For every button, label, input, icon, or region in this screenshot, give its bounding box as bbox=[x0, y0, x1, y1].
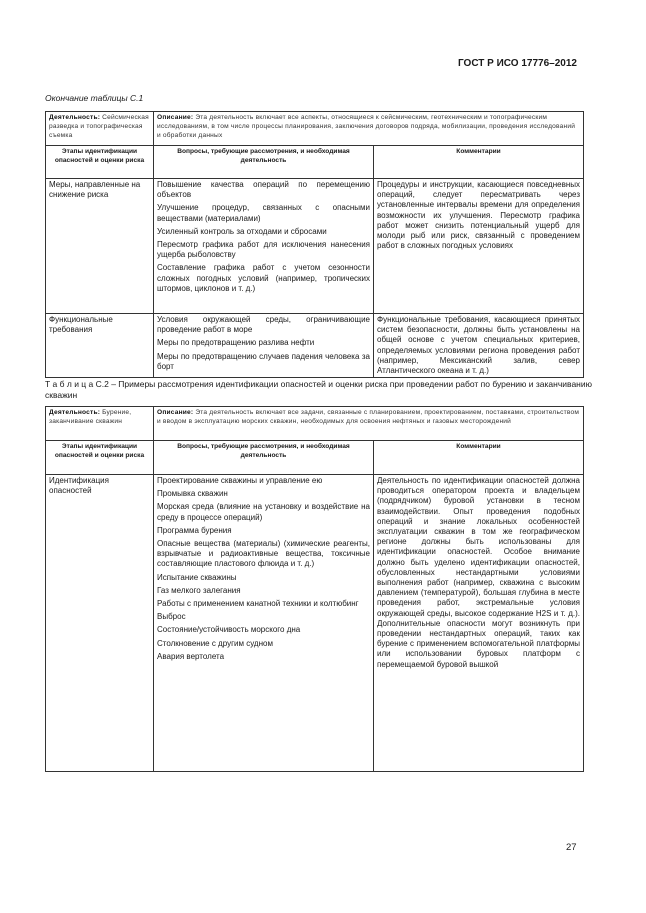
description-text: Эта деятельность включает все аспекты, относящиеся к сейсмическим, геотехническим и топографическим исследованиям, в том числе процессы планирования, заключения договоров подряда, мобилизации, проведения исследований и обработки данных bbox=[157, 114, 576, 139]
stage-cell: Меры, направленные на снижение риска bbox=[46, 179, 154, 314]
column-header-stages: Этапы идентификации опасностей и оценки риска bbox=[46, 146, 154, 179]
list-item: Улучшение процедур, связанных с опасными веществами (материалами) bbox=[157, 203, 370, 223]
activity-value: Бурение, заканчивание скважин bbox=[49, 409, 132, 425]
list-item: Состояние/устойчивость морского дна bbox=[157, 625, 301, 635]
page-number: 27 bbox=[566, 842, 577, 853]
activity-label: Деятельность: bbox=[49, 114, 101, 121]
activity-value: Сейсмическая разведка и топографическая съемка bbox=[49, 114, 149, 139]
table-row bbox=[46, 179, 584, 314]
list-item: Меры по предотвращению случаев падения человека за борт bbox=[157, 351, 370, 371]
list-item: Работы с применением канатной техники и колтюбинг bbox=[157, 599, 359, 609]
table-c1 bbox=[45, 111, 584, 378]
comment-cell: Деятельность по идентификации опасностей должна проводиться оператором проекта и владельцем (подрядчиком) буровой установки в тесном взаимодействии. Опыт проведения подобных операций и знание локальных особенностей эксплуатации скважин в том же географическом регионе должны быть использованы для идентификации опасностей. Особое внимание должно быть уделено идентификации опасностей, обусловленных нестандартными условиями выполнения работ (например, скважина с высоким давлением (температурой), большая глубина в месте проведения работ, экстремальные условия окружающей среды, высокое содержание H2S и т. д.). Дополнительные опасности могут возникнуть при проведении нестандартных операций, таких как бурение с применением вспомогательной платформы или использовании буровых платформ с перемещаемой буровой вышкой bbox=[374, 475, 584, 772]
list-item: Авария вертолета bbox=[157, 651, 225, 661]
comment-cell: Функциональные требования, касающиеся принятых систем безопасности, должны быть установлены на общей основе с учетом специальных критериев, определяемых условиями региона проведения работ (например, Мексиканский залив, север Атлантического океана и т. д.) bbox=[374, 314, 584, 378]
list-item: Составление графика работ с учетом сезонности сложных погодных условий (например, тропических штормов, циклонов и т. д.) bbox=[157, 263, 370, 293]
questions-cell bbox=[154, 179, 374, 314]
list-item: Пересмотр графика работ для исключения нанесения ущерба рыболовству bbox=[157, 240, 370, 260]
table1-caption: Окончание таблицы С.1 bbox=[45, 93, 144, 103]
questions-cell bbox=[154, 314, 374, 378]
table-c2 bbox=[45, 406, 584, 772]
description-label: Описание: bbox=[157, 409, 194, 416]
list-item: Проектирование скважины и управление ею bbox=[157, 476, 323, 485]
list-item: Повышение качества операций по перемещению объектов bbox=[157, 180, 370, 200]
questions-cell bbox=[154, 475, 374, 772]
column-header-questions: Вопросы, требующие рассмотрения, и необходимая деятельность bbox=[154, 146, 374, 179]
description-cell bbox=[154, 112, 584, 146]
list-item: Опасные вещества (материалы) (химические реагенты, взрывчатые и радиоактивные вещества, токсичные составляющие пластового флюида и т. д.) bbox=[157, 539, 370, 569]
list-item: Меры по предотвращению разлива нефти bbox=[157, 338, 315, 348]
list-item: Усиленный контроль за отходами и сбросами bbox=[157, 226, 327, 236]
list-item: Выброс bbox=[157, 612, 186, 622]
list-item: Газ мелкого залегания bbox=[157, 585, 241, 595]
comment-cell: Процедуры и инструкции, касающиеся повседневных операций, следует пересматривать через установленные интервалы времени для определения возможности их улучшения. Пересмотр графика работ может снизить потенциальный ущерб для молоди рыб или риск, связанный с проведением работ в сложных погодных условиях bbox=[374, 179, 584, 314]
document-id: ГОСТ Р ИСО 17776–2012 bbox=[458, 58, 577, 69]
description-text: Эта деятельность включает все задачи, связанные с планированием, проектированием, поставками, строительством и вводом в эксплуатацию морских скважин, необходимых для освоения нефтяных и газовых месторождений bbox=[157, 409, 580, 425]
column-header-stages: Этапы идентификации опасностей и оценки риска bbox=[46, 441, 154, 475]
column-header-comments: Комментарии bbox=[374, 441, 584, 475]
description-label: Описание: bbox=[157, 114, 194, 121]
list-item: Столкновение с другим судном bbox=[157, 638, 273, 648]
table2-caption: Т а б л и ц а С.2 – Примеры рассмотрения идентификации опасностей и оценки риска при проведении работ по бурению и заканчиванию скважин bbox=[45, 379, 592, 400]
stage-cell: Идентификация опасностей bbox=[46, 475, 154, 772]
list-item: Морская среда (влияние на установку и воздействие на среду в процессе операций) bbox=[157, 502, 370, 522]
description-cell bbox=[154, 407, 584, 441]
list-item: Испытание скважины bbox=[157, 572, 237, 582]
stage-cell: Функциональные требования bbox=[46, 314, 154, 378]
activity-cell bbox=[46, 407, 154, 441]
table-row bbox=[46, 314, 584, 378]
column-header-questions: Вопросы, требующие рассмотрения, и необходимая деятельность bbox=[154, 441, 374, 475]
list-item: Промывка скважин bbox=[157, 489, 228, 499]
list-item: Условия окружающей среды, ограничивающие проведение работ в море bbox=[157, 315, 370, 335]
table-row bbox=[46, 475, 584, 772]
activity-label: Деятельность: bbox=[49, 409, 101, 416]
activity-cell bbox=[46, 112, 154, 146]
column-header-comments: Комментарии bbox=[374, 146, 584, 179]
list-item: Программа бурения bbox=[157, 525, 232, 535]
